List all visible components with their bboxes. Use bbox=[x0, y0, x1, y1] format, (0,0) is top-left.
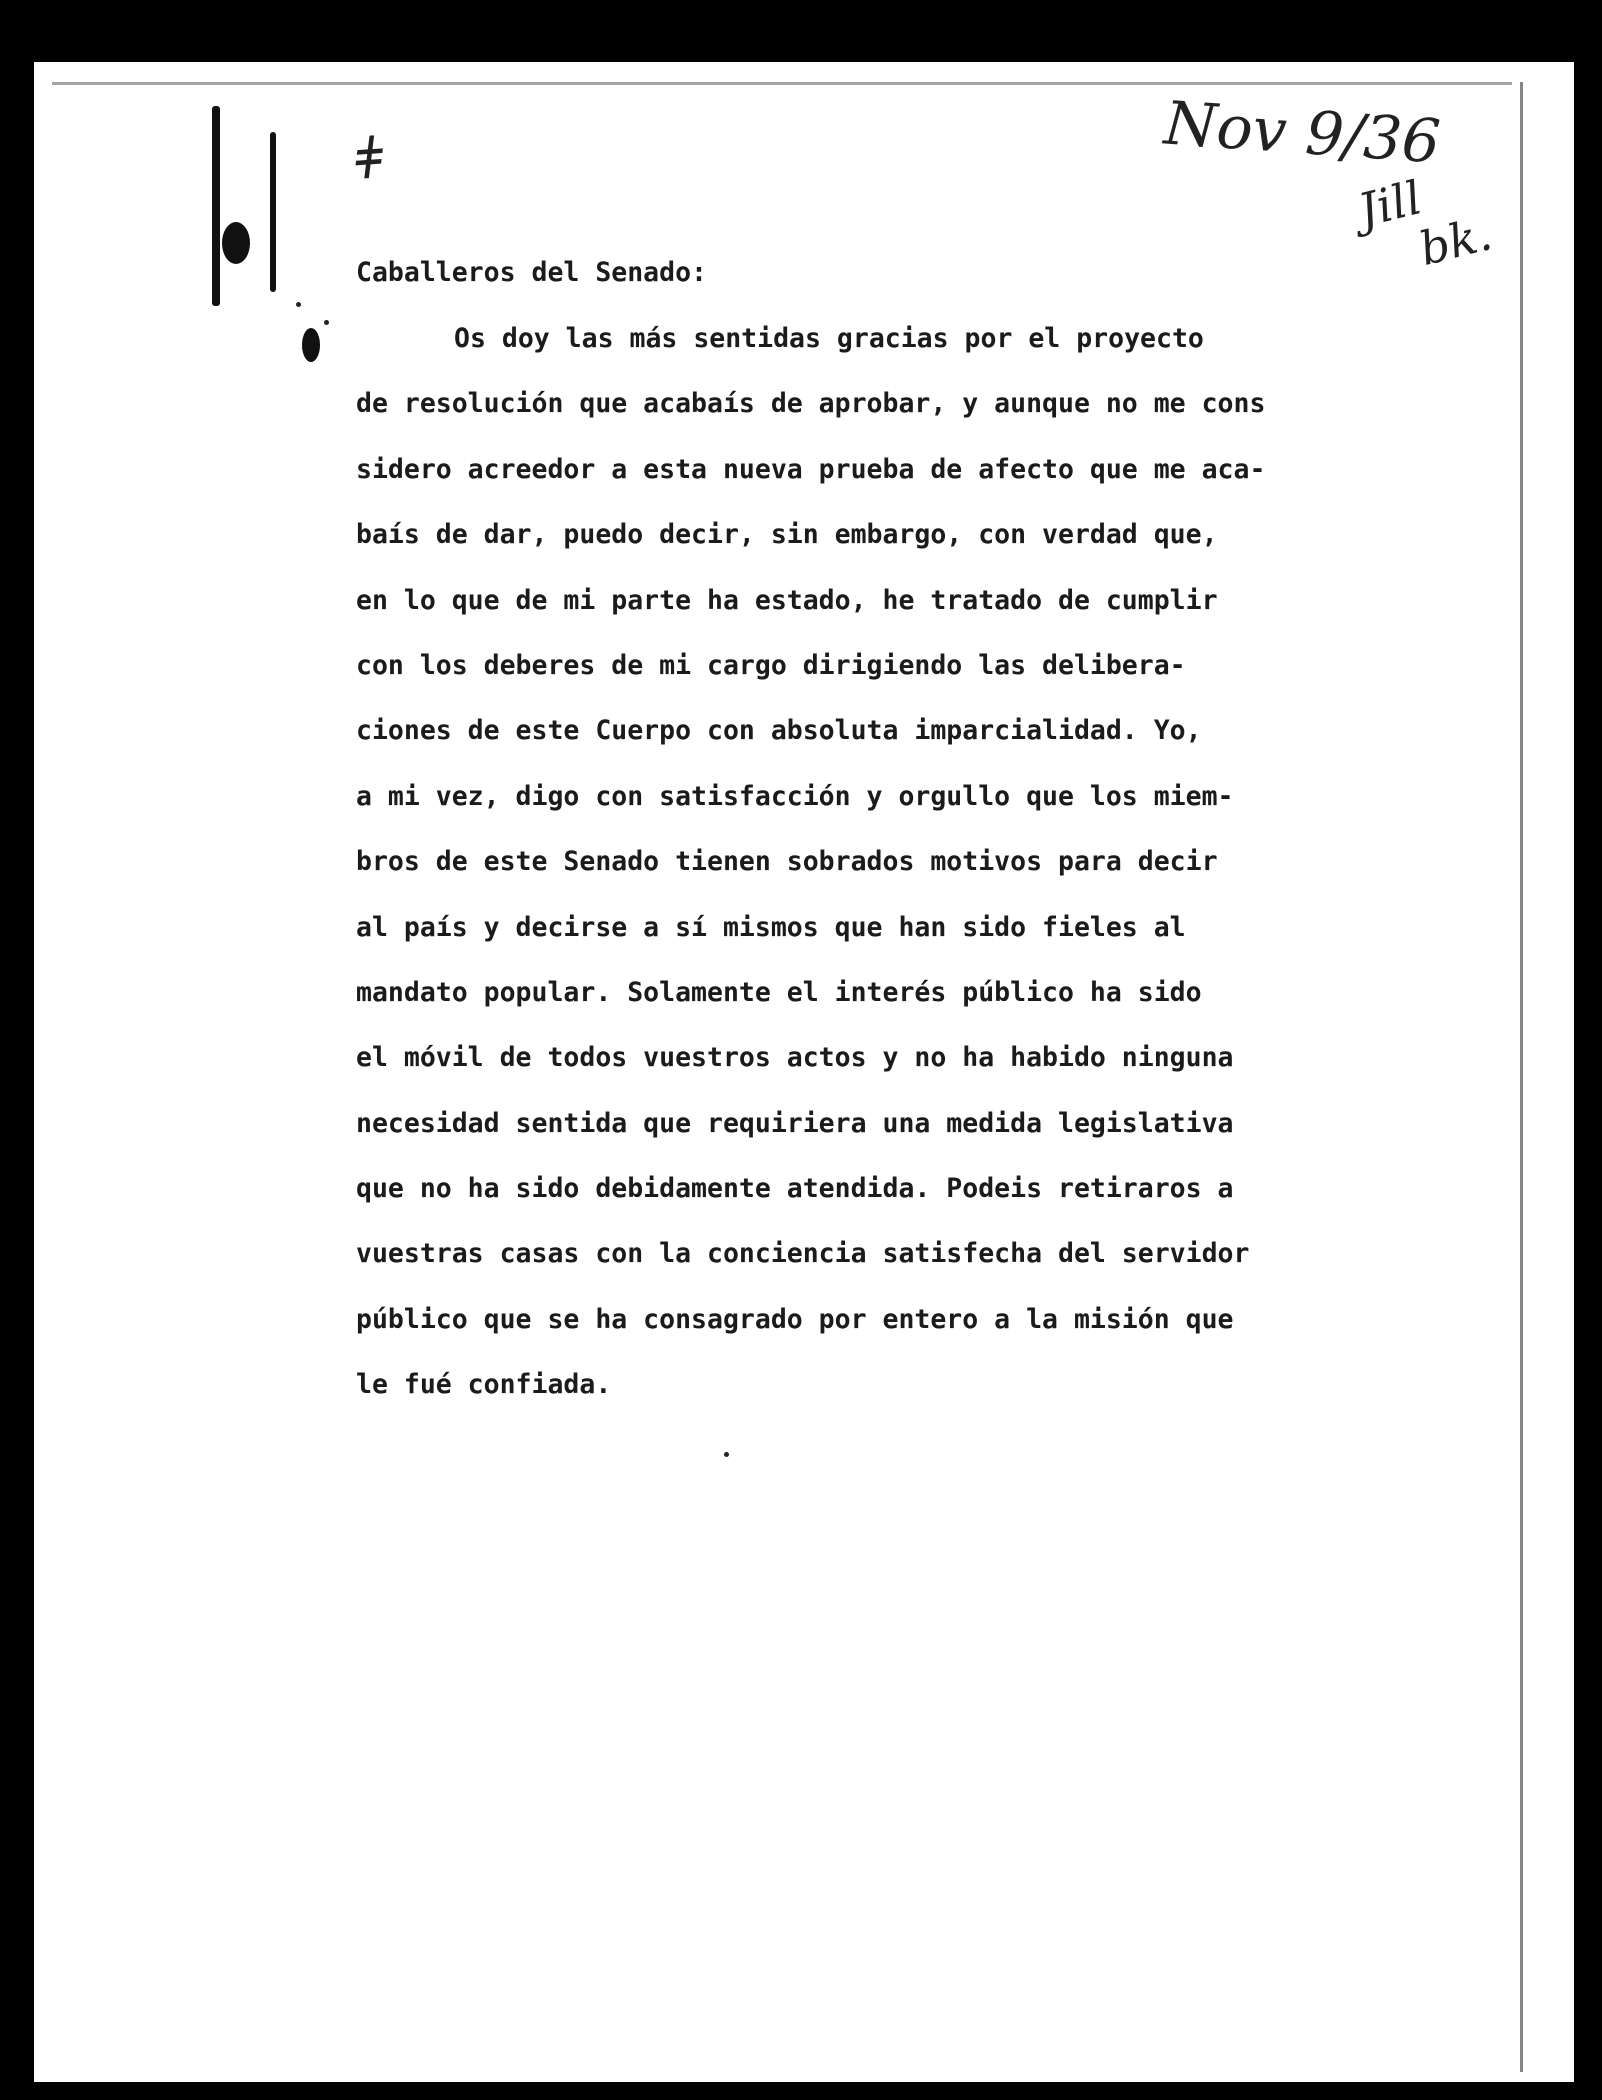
stray-ink-dot bbox=[724, 1452, 729, 1457]
body-line: con los deberes de mi cargo dirigiendo las delibera- bbox=[356, 649, 1186, 681]
stray-ink-dot bbox=[324, 320, 329, 325]
body-line: le fué confiada. bbox=[356, 1369, 612, 1401]
body-line: en lo que de mi parte ha estado, he tratado de cumplir bbox=[356, 584, 1218, 616]
handwritten-initials-line-2: bk. bbox=[1414, 206, 1497, 277]
typed-letter-body bbox=[356, 240, 1516, 1418]
body-line: a mi vez, digo con satisfacción y orgullo que los miem- bbox=[356, 780, 1234, 812]
body-line: vuestras casas con la conciencia satisfecha del servidor bbox=[356, 1238, 1250, 1270]
page-right-edge-line bbox=[1520, 82, 1523, 2072]
handwritten-date: Nov 9/36 bbox=[1161, 88, 1443, 178]
handwritten-initials-line-1: Jill bbox=[1352, 170, 1427, 238]
body-line: ciones de este Cuerpo con absoluta imparcialidad. Yo, bbox=[356, 715, 1202, 747]
body-line: mandato popular. Solamente el interés público ha sido bbox=[356, 976, 1202, 1008]
body-line: necesidad sentida que requiriera una medida legislativa bbox=[356, 1107, 1234, 1139]
margin-ink-mark bbox=[212, 106, 220, 306]
document-page bbox=[34, 62, 1574, 2082]
body-line: Os doy las más sentidas gracias por el proyecto bbox=[454, 323, 1204, 354]
body-line: bros de este Senado tienen sobrados motivos para decir bbox=[356, 846, 1218, 878]
body-line: sidero acreedor a esta nueva prueba de afecto que me aca- bbox=[356, 453, 1266, 485]
stray-ink-dot bbox=[296, 302, 301, 307]
salutation: Caballeros del Senado: bbox=[356, 257, 707, 288]
body-line: el móvil de todos vuestros actos y no ha habido ninguna bbox=[356, 1042, 1234, 1074]
body-line: que no ha sido debidamente atendida. Podeis retiraros a bbox=[356, 1173, 1234, 1205]
margin-ink-blot bbox=[222, 222, 250, 264]
handwritten-page-mark: ǂ bbox=[353, 123, 385, 193]
margin-ink-blot bbox=[302, 328, 320, 362]
body-line: de resolución que acabaís de aprobar, y aunque no me cons bbox=[356, 388, 1266, 420]
body-line: baís de dar, puedo decir, sin embargo, con verdad que, bbox=[356, 519, 1218, 551]
body-line: al país y decirse a sí mismos que han sido fieles al bbox=[356, 911, 1186, 943]
body-line: público que se ha consagrado por entero a la misión que bbox=[356, 1303, 1234, 1335]
page-top-edge-line bbox=[52, 82, 1512, 85]
margin-ink-mark bbox=[270, 132, 276, 292]
